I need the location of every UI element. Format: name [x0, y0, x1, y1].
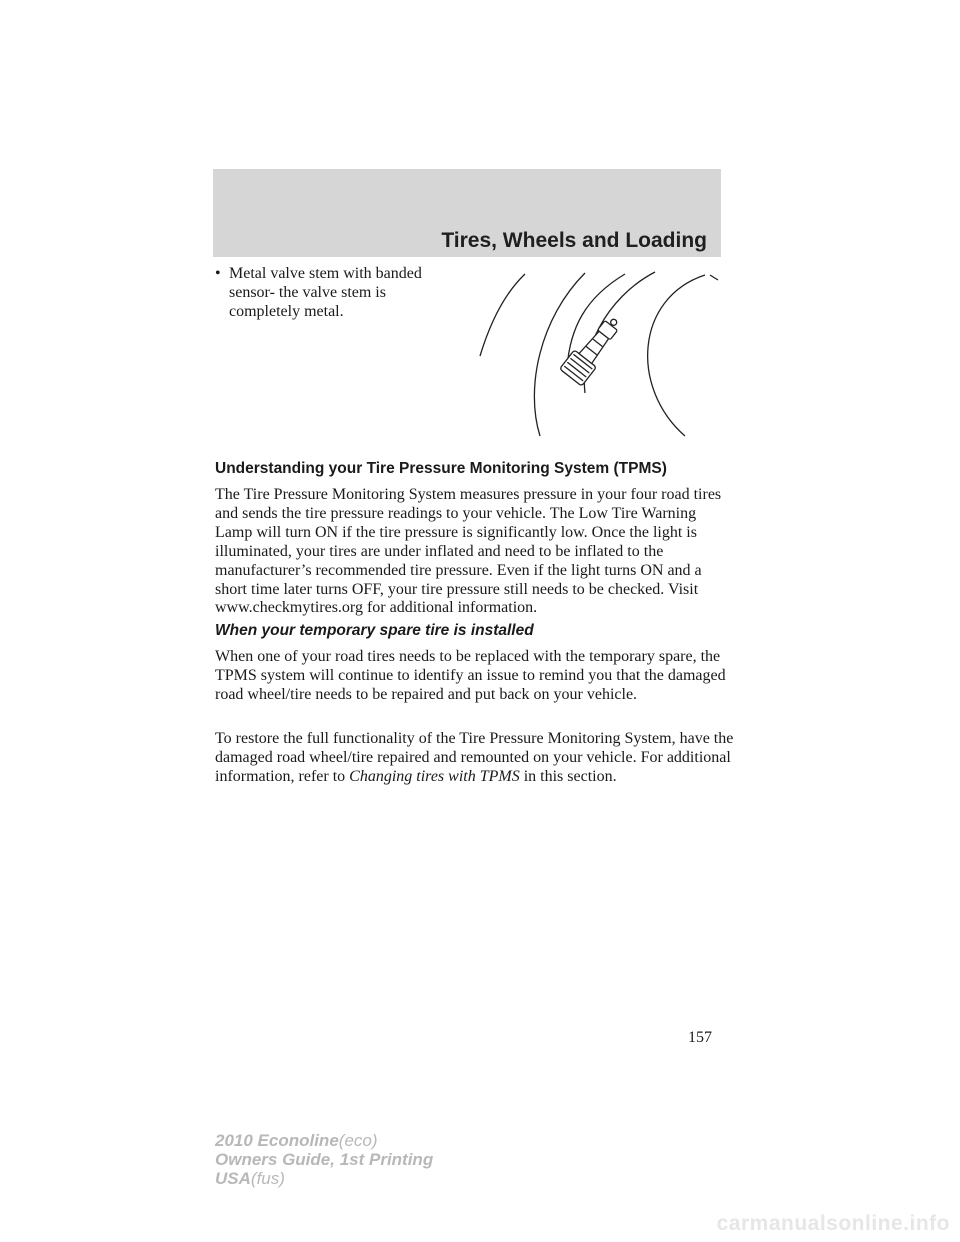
cross-reference-link: Changing tires with TPMS: [349, 767, 520, 785]
footer-model: 2010 Econoline: [215, 1131, 339, 1150]
restore-paragraph: [215, 730, 735, 787]
footer-market-code: (fus): [250, 1169, 285, 1188]
spare-tire-heading: When your temporary spare tire is installed: [215, 622, 534, 639]
restore-text-end: in this section.: [519, 767, 617, 785]
tpms-heading: Understanding your Tire Pressure Monitoring System (TPMS): [215, 460, 667, 477]
footer-printing: Owners Guide, 1st Printing: [215, 1150, 434, 1169]
restore-text: To restore the full functionality of the Tire Pressure Monitoring System, have the damaged road wheel/tire repaired and remounted on your vehicle. For additional information, refer to: [215, 730, 734, 785]
footer-print-info: [215, 1131, 433, 1188]
bullet-text: Metal valve stem with banded sensor- the valve stem is completely metal.: [229, 265, 422, 320]
section-header-band: [213, 169, 721, 257]
valve-stem-illustration: [470, 268, 720, 440]
bullet-item: [215, 264, 455, 321]
page-number: 157: [688, 1029, 712, 1046]
footer-market: USA: [215, 1169, 251, 1188]
tpms-paragraph: The Tire Pressure Monitoring System measures pressure in your four road tires and sends the tire pressure readings to your vehicle. The Low Tire Warning Lamp will turn ON if the tire pressure is significantly low. Once the light is illuminated, your tires are under inflated and need to be inflated to the manufacturer’s recommended tire pressure. Even if the light turns ON and a short time later turns OFF, your tire pressure still needs to be checked. Visit www.checkmytires.org for additional information.: [215, 486, 722, 617]
watermark: carmanualsonline.info: [716, 1212, 950, 1235]
spare-tire-paragraph: When one of your road tires needs to be replaced with the temporary spare, the TPMS system will continue to identify an issue to remind you that the damaged road wheel/tire needs to be repaired and put back on your vehicle.: [215, 648, 726, 703]
footer-model-code: (eco): [338, 1131, 378, 1150]
section-title: Tires, Wheels and Loading: [441, 229, 707, 252]
bullet-mark: •: [215, 265, 221, 282]
